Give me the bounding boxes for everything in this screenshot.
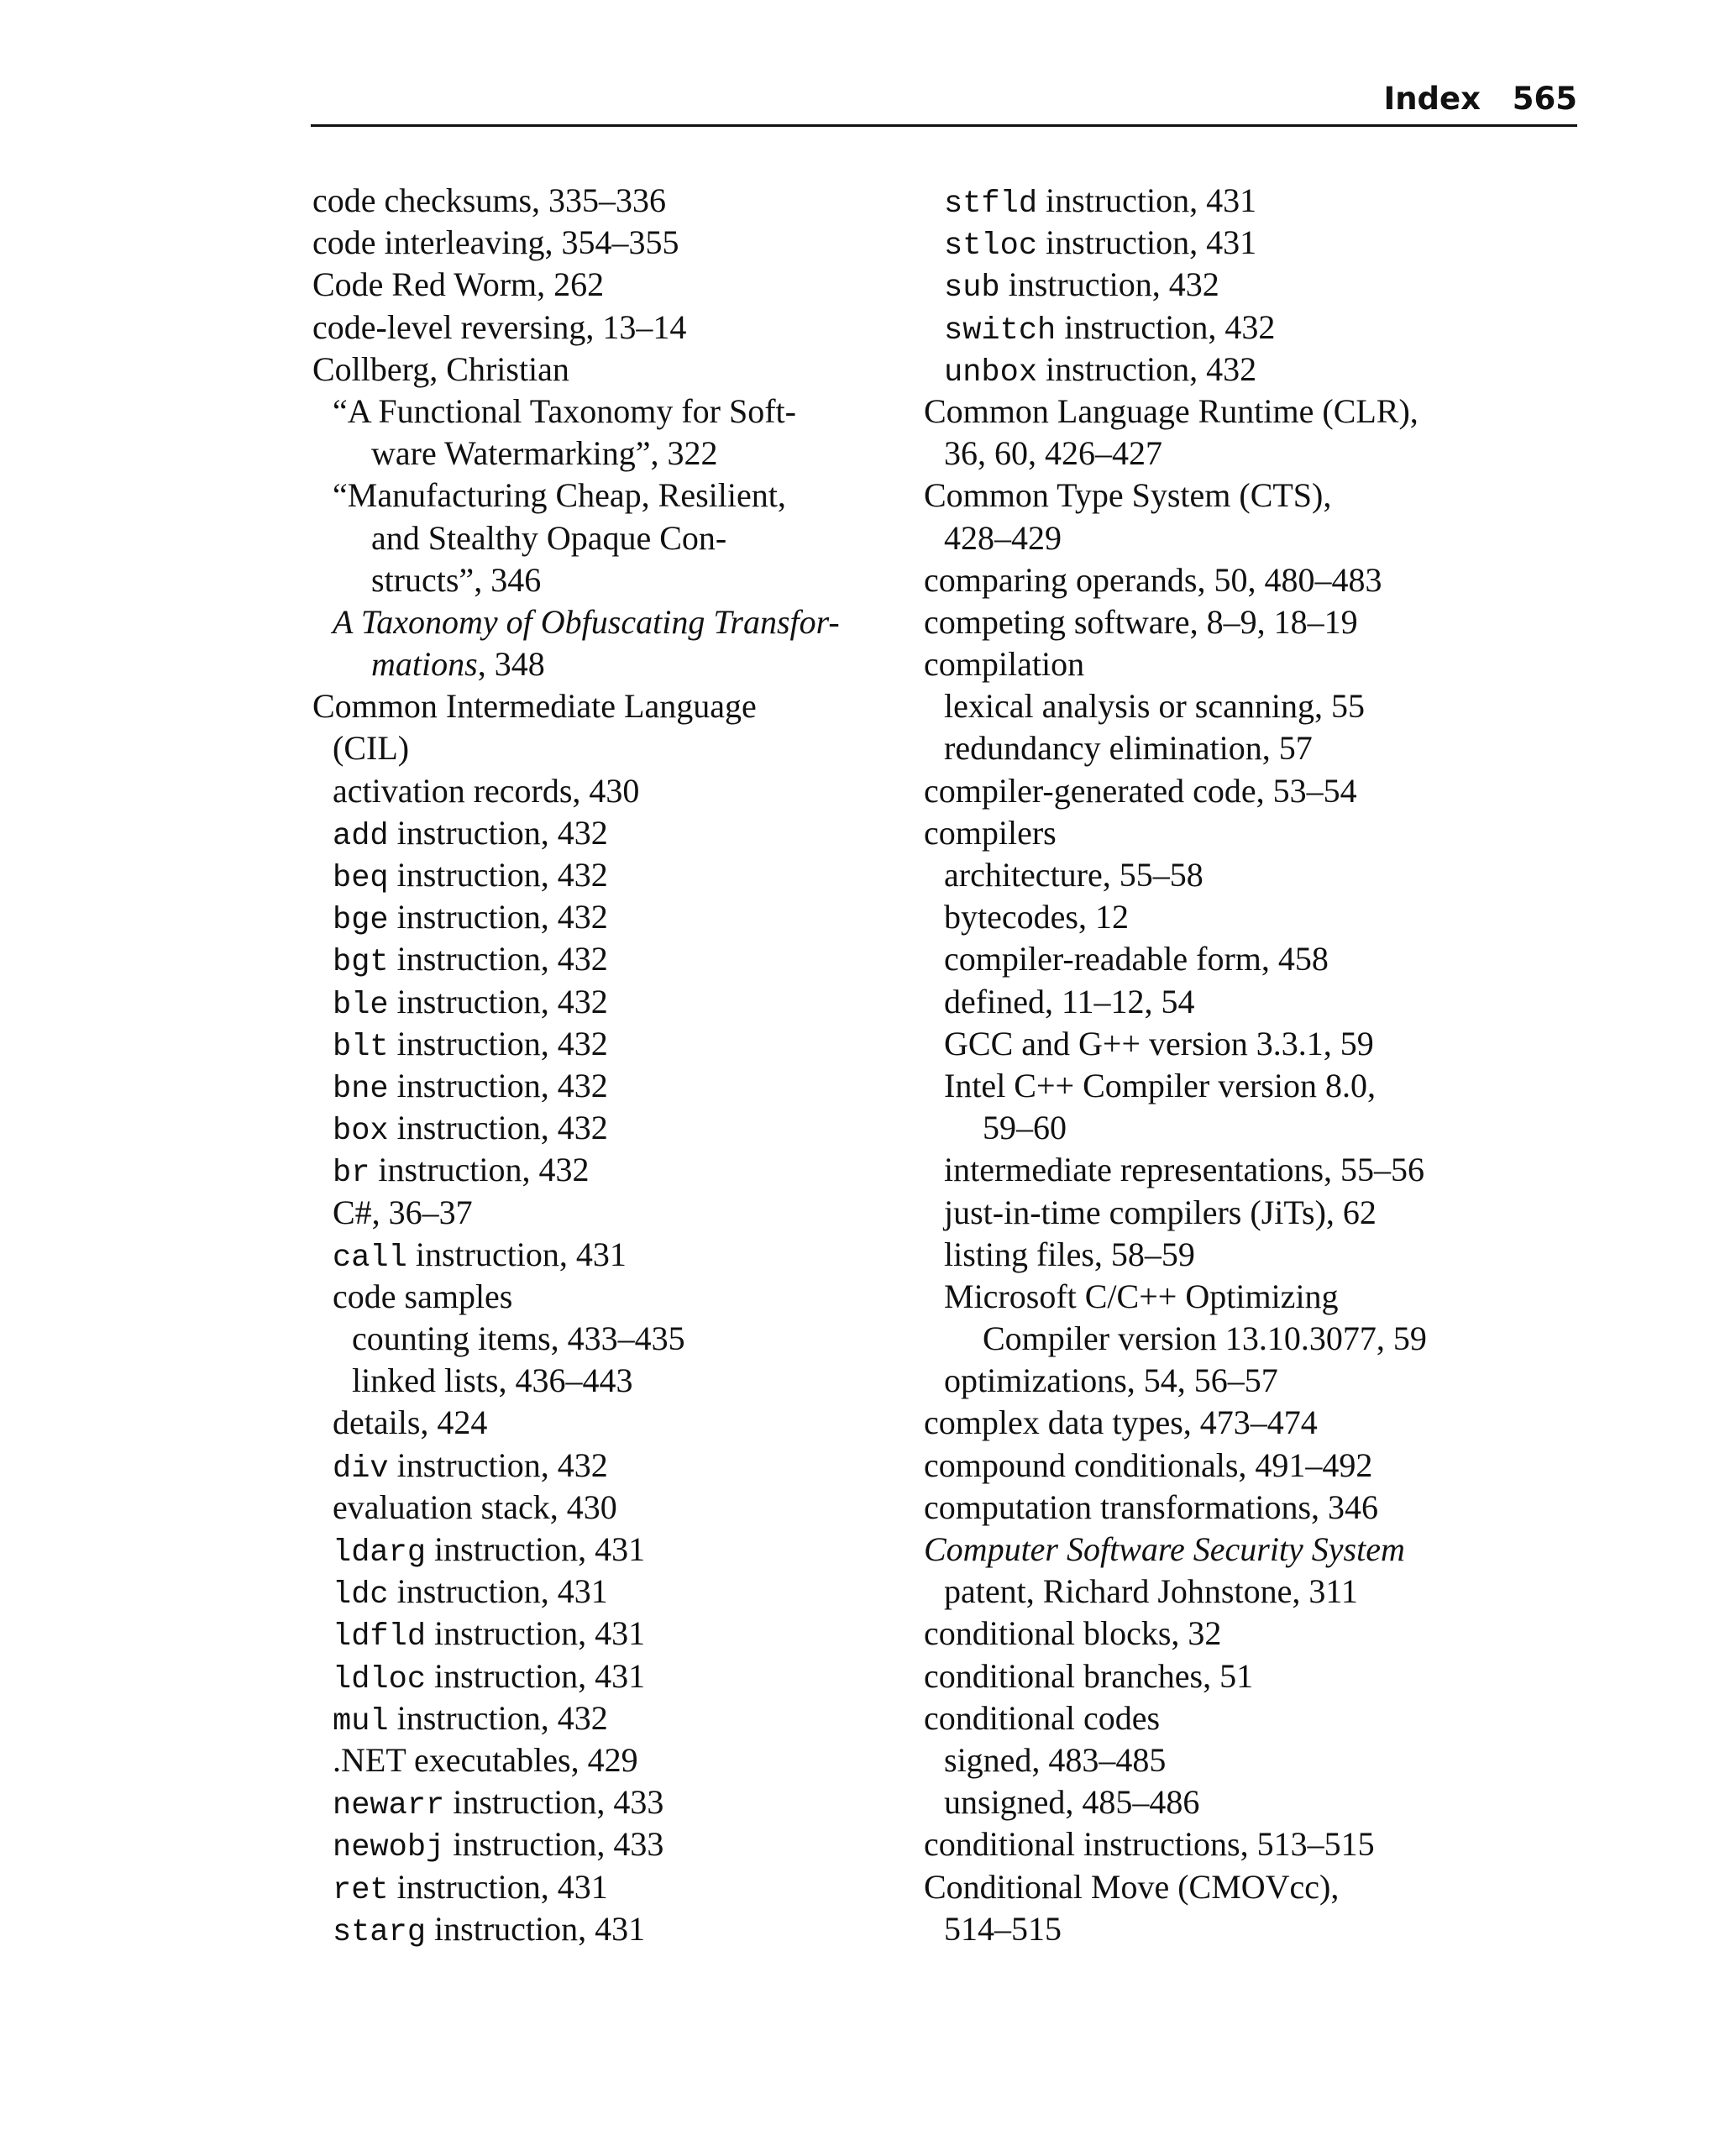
entry-text: ware Watermarking”, 322 — [371, 434, 718, 473]
entry-text: , 348 — [477, 645, 545, 684]
index-entry — [924, 643, 1579, 685]
entry-text: instruction, 432 — [388, 813, 608, 852]
code-term: bgt — [333, 945, 389, 981]
index-entry — [924, 812, 1579, 854]
entry-text: code-level reversing, 13–14 — [312, 307, 687, 346]
entry-text: compilers — [924, 813, 1057, 852]
code-term: ble — [333, 987, 389, 1023]
index-entry — [924, 1655, 1579, 1697]
entry-text: patent, Richard Johnstone, 311 — [944, 1572, 1358, 1611]
index-subentry — [924, 727, 1579, 769]
code-term: ldfld — [333, 1619, 427, 1655]
entry-text: compiler-readable form, 458 — [944, 940, 1329, 978]
index-column-left — [312, 180, 884, 1950]
index-entry — [312, 307, 884, 349]
entry-text: instruction, 431 — [1037, 223, 1257, 262]
entry-text: (CIL) — [333, 729, 410, 768]
entry-text: just-in-time compilers (JiTs), 62 — [944, 1193, 1377, 1231]
index-subentry — [924, 1149, 1579, 1191]
entry-text: “A Functional Taxonomy for Soft- — [333, 391, 796, 430]
index-subentry — [924, 1234, 1579, 1276]
code-term: ldarg — [333, 1535, 427, 1571]
entry-text: 36, 60, 426–427 — [944, 434, 1162, 473]
entry-text: instruction, 431 — [426, 1530, 646, 1568]
index-entry — [312, 685, 884, 727]
entry-text: intermediate representations, 55–56 — [944, 1151, 1425, 1189]
index-entry — [924, 1823, 1579, 1865]
index-subentry — [312, 1613, 884, 1655]
index-subentry — [924, 1360, 1579, 1402]
index-entry — [924, 391, 1579, 433]
entry-text: .NET executables, 429 — [333, 1740, 638, 1779]
entry-text: instruction, 431 — [426, 1656, 646, 1695]
index-entry — [312, 222, 884, 264]
index-subentry — [312, 1529, 884, 1571]
entry-text: 428–429 — [944, 518, 1062, 557]
code-term: ldc — [333, 1577, 389, 1613]
entry-text: Compiler version 13.10.3077, 59 — [983, 1319, 1427, 1358]
code-term: newobj — [333, 1830, 445, 1866]
code-term: box — [333, 1114, 389, 1150]
entry-text: structs”, 346 — [371, 560, 542, 599]
index-subentry — [312, 854, 884, 896]
code-term: call — [333, 1240, 407, 1276]
entry-text: instruction, 432 — [388, 940, 608, 978]
index-subentry — [312, 433, 884, 475]
entry-text: architecture, 55–58 — [944, 856, 1203, 894]
index-subentry — [924, 180, 1579, 222]
entry-text: instruction, 432 — [388, 1445, 608, 1484]
index-subentry — [924, 307, 1579, 349]
entry-text: and Stealthy Opaque Con- — [371, 518, 727, 557]
entry-text: compound conditionals, 491–492 — [924, 1445, 1373, 1484]
index-subentry — [312, 1107, 884, 1149]
entry-text: instruction, 432 — [370, 1151, 590, 1189]
entry-text: instruction, 431 — [426, 1614, 646, 1653]
code-term: starg — [333, 1914, 427, 1950]
index-subentry — [924, 938, 1579, 980]
index-entry — [312, 180, 884, 222]
entry-text: GCC and G++ version 3.3.1, 59 — [944, 1024, 1374, 1062]
entry-text: Intel C++ Compiler version 8.0, — [944, 1066, 1376, 1104]
index-subentry — [924, 1192, 1579, 1234]
index-subentry — [312, 601, 884, 643]
entry-text: listing files, 58–59 — [944, 1235, 1195, 1273]
code-term: div — [333, 1450, 389, 1487]
entry-text: compiler-generated code, 53–54 — [924, 771, 1357, 810]
entry-text: instruction, 432 — [388, 1698, 608, 1737]
index-subentry — [924, 685, 1579, 727]
code-term: br — [333, 1156, 370, 1192]
entry-text: instruction, 431 — [1037, 181, 1257, 219]
index-entry — [924, 601, 1579, 643]
code-term: stloc — [944, 228, 1038, 265]
entry-text: lexical analysis or scanning, 55 — [944, 687, 1365, 726]
index-subentry — [312, 1192, 884, 1234]
index-subentry — [924, 517, 1579, 559]
index-subentry — [312, 1655, 884, 1697]
index-subentry — [312, 727, 884, 769]
entry-text: conditional branches, 51 — [924, 1656, 1254, 1695]
index-subentry — [924, 1276, 1579, 1318]
entry-text: C#, 36–37 — [333, 1193, 473, 1231]
entry-text: conditional instructions, 513–515 — [924, 1825, 1375, 1864]
entry-text: Common Intermediate Language — [312, 687, 757, 726]
code-term: ldloc — [333, 1661, 427, 1697]
index-subentry — [924, 981, 1579, 1023]
entry-text: Computer Software Security System — [924, 1530, 1405, 1568]
index-subentry — [924, 1739, 1579, 1781]
code-term: bne — [333, 1071, 389, 1107]
code-term: newarr — [333, 1788, 445, 1824]
entry-text: redundancy elimination, 57 — [944, 729, 1313, 768]
entry-text: complex data types, 473–474 — [924, 1403, 1318, 1442]
index-subentry — [312, 1866, 884, 1908]
entry-text: mations — [371, 645, 478, 684]
entry-text: instruction, 432 — [388, 1066, 608, 1104]
index-subentry — [312, 1234, 884, 1276]
index-subentry — [924, 264, 1579, 306]
entry-text: instruction, 431 — [388, 1572, 608, 1611]
entry-text: instruction, 433 — [444, 1783, 664, 1822]
index-subentry — [924, 349, 1579, 391]
entry-text: instruction, 432 — [388, 982, 608, 1020]
index-subentry — [924, 1065, 1579, 1107]
index-column-right — [924, 180, 1579, 1950]
running-header — [311, 81, 1577, 127]
entry-text: Code Red Worm, 262 — [312, 265, 605, 304]
index-subentry — [312, 770, 884, 812]
index-subentry — [312, 1823, 884, 1865]
entry-text: Microsoft C/C++ Optimizing — [944, 1277, 1339, 1315]
index-subentry — [312, 643, 884, 685]
index-subentry — [924, 433, 1579, 475]
code-term: beq — [333, 861, 389, 896]
entry-text: Common Type System (CTS), — [924, 476, 1332, 515]
index-subentry — [924, 1023, 1579, 1065]
code-term: ret — [333, 1872, 389, 1908]
entry-text: code samples — [333, 1277, 513, 1315]
section-title: Index — [1383, 81, 1481, 117]
index-subentry — [312, 391, 884, 433]
code-term: bge — [333, 903, 389, 939]
index-entry — [312, 264, 884, 306]
code-term: add — [333, 818, 389, 854]
index-subentry — [312, 1445, 884, 1487]
index-subentry — [312, 1360, 884, 1402]
index-entry — [924, 1487, 1579, 1529]
entry-text: instruction, 432 — [999, 265, 1219, 304]
index-subentry — [312, 1908, 884, 1950]
entry-text: Conditional Move (CMOVcc), — [924, 1867, 1340, 1906]
code-term: switch — [944, 312, 1057, 349]
index-subentry — [312, 475, 884, 517]
code-term: unbox — [944, 354, 1038, 391]
code-term: mul — [333, 1703, 389, 1739]
index-entry — [924, 1445, 1579, 1487]
entry-text: signed, 483–485 — [944, 1740, 1167, 1779]
index-subentry — [924, 1781, 1579, 1823]
index-subentry — [312, 1571, 884, 1613]
index-subentry — [924, 1318, 1579, 1360]
entry-text: code interleaving, 354–355 — [312, 223, 679, 262]
index-subentry — [312, 1697, 884, 1739]
index-entry — [924, 770, 1579, 812]
entry-text: Collberg, Christian — [312, 349, 569, 388]
entry-text: evaluation stack, 430 — [333, 1487, 617, 1526]
entry-text: instruction, 431 — [406, 1235, 627, 1273]
index-subentry — [312, 1276, 884, 1318]
entry-text: Common Language Runtime (CLR), — [924, 391, 1418, 430]
entry-text: defined, 11–12, 54 — [944, 982, 1195, 1020]
page-number: 565 — [1512, 81, 1577, 117]
code-term: stfld — [944, 186, 1038, 222]
index-subentry — [924, 1908, 1579, 1950]
entry-text: instruction, 433 — [444, 1825, 664, 1864]
index-subentry — [312, 1402, 884, 1444]
entry-text: “Manufacturing Cheap, Resilient, — [333, 476, 786, 515]
entry-text: instruction, 432 — [388, 1024, 608, 1062]
index-subentry — [312, 938, 884, 980]
index-subentry — [312, 1781, 884, 1823]
index-entry — [312, 349, 884, 391]
entry-text: optimizations, 54, 56–57 — [944, 1361, 1278, 1400]
code-term: blt — [333, 1029, 389, 1065]
entry-text: instruction, 432 — [1037, 349, 1257, 388]
entry-text: details, 424 — [333, 1403, 488, 1442]
entry-text: A Taxonomy of Obfuscating Transfor- — [333, 602, 840, 641]
index-subentry — [312, 812, 884, 854]
index-subentry — [924, 1107, 1579, 1149]
entry-text: activation records, 430 — [333, 771, 640, 810]
index-subentry — [312, 1149, 884, 1191]
index-subentry — [924, 854, 1579, 896]
index-subentry — [312, 1739, 884, 1781]
entry-text: computation transformations, 346 — [924, 1487, 1379, 1526]
index-subentry — [312, 559, 884, 601]
entry-text: 59–60 — [983, 1109, 1067, 1147]
index-entry — [924, 475, 1579, 517]
entry-text: comparing operands, 50, 480–483 — [924, 560, 1382, 599]
index-entry — [924, 1529, 1579, 1571]
index-subentry — [312, 517, 884, 559]
entry-text: instruction, 432 — [388, 1109, 608, 1147]
index-subentry — [312, 1487, 884, 1529]
index-entry — [924, 1697, 1579, 1739]
index-entry — [924, 559, 1579, 601]
index-subentry — [924, 1571, 1579, 1613]
index-entry — [924, 1866, 1579, 1908]
entry-text: instruction, 431 — [388, 1867, 608, 1906]
entry-text: conditional blocks, 32 — [924, 1614, 1222, 1653]
entry-text: instruction, 432 — [1056, 307, 1276, 346]
index-subentry — [312, 1318, 884, 1360]
index-subentry — [312, 1023, 884, 1065]
index-subentry — [312, 981, 884, 1023]
entry-text: unsigned, 485–486 — [944, 1783, 1200, 1822]
entry-text: linked lists, 436–443 — [352, 1361, 633, 1400]
index-subentry — [312, 1065, 884, 1107]
code-term: sub — [944, 270, 1000, 307]
entry-text: instruction, 431 — [426, 1909, 646, 1948]
entry-text: compilation — [924, 645, 1085, 684]
entry-text: competing software, 8–9, 18–19 — [924, 602, 1358, 641]
entry-text: 514–515 — [944, 1909, 1062, 1948]
index-subentry — [924, 222, 1579, 264]
entry-text: code checksums, 335–336 — [312, 181, 667, 219]
index-subentry — [312, 896, 884, 938]
entry-text: instruction, 432 — [388, 898, 608, 936]
entry-text: counting items, 433–435 — [352, 1319, 685, 1358]
entry-text: bytecodes, 12 — [944, 898, 1129, 936]
index-subentry — [924, 896, 1579, 938]
index-entry — [924, 1613, 1579, 1655]
entry-text: instruction, 432 — [388, 856, 608, 894]
index-entry — [924, 1402, 1579, 1444]
entry-text: conditional codes — [924, 1698, 1161, 1737]
